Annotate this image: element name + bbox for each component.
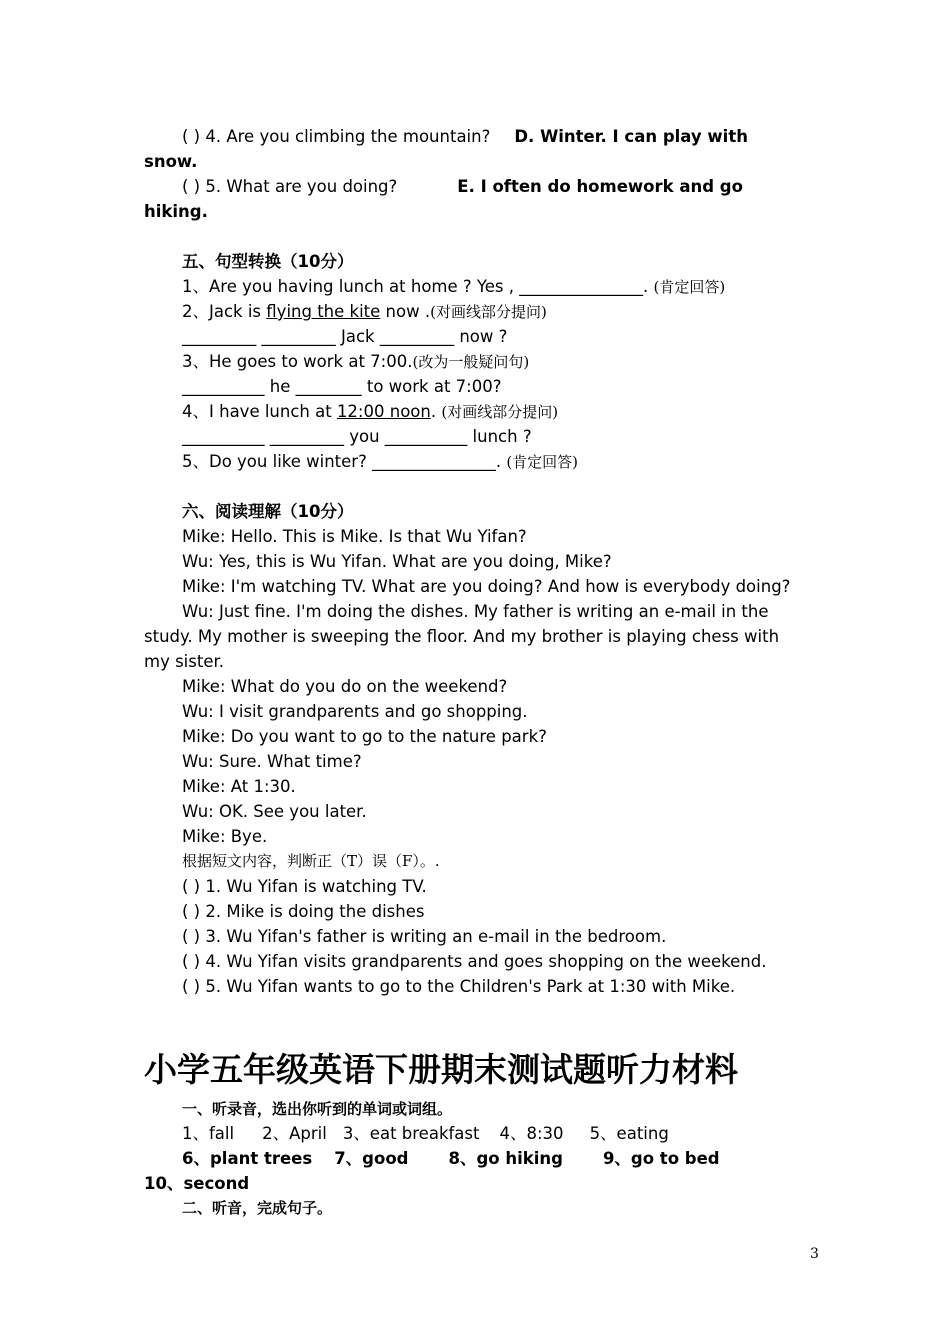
dialogue-line: Mike: Hello. This is Mike. Is that Wu Yifan? bbox=[182, 527, 527, 546]
dialogue-line: Wu: I visit grandparents and go shopping. bbox=[182, 702, 528, 721]
section5-item-4: 4、I have lunch at 12:00 noon. (对画线部分提问) bbox=[182, 402, 559, 421]
listening-row1: 1、fall 2、April 3、eat breakfast 4、8:30 5、eating bbox=[182, 1124, 669, 1143]
dialogue-line: Mike: Do you want to go to the nature park? bbox=[182, 727, 547, 746]
listening-row3: 10、second bbox=[144, 1174, 250, 1193]
dialogue-line: my sister. bbox=[144, 652, 224, 671]
section5-item-2: 2、Jack is flying the kite now .(对画线部分提问) bbox=[182, 302, 547, 321]
tf-statement: ( ) 4. Wu Yifan visits grandparents and goes shopping on the weekend. bbox=[182, 952, 767, 971]
dialogue-line: Mike: Bye. bbox=[182, 827, 268, 846]
dialogue-line: Mike: I'm watching TV. What are you doing? And how is everybody doing? bbox=[182, 577, 791, 596]
tf-instruction: 根据短文内容，判断正（T）误（F）。. bbox=[182, 852, 440, 870]
tf-statement: ( ) 3. Wu Yifan's father is writing an e-mail in the bedroom. bbox=[182, 927, 667, 946]
section5-item-3: 3、He goes to work at 7:00.(改为一般疑问句) bbox=[182, 352, 530, 371]
dialogue-line: Wu: Sure. What time? bbox=[182, 752, 362, 771]
dialogue-line: study. My mother is sweeping the floor. And my brother is playing chess with bbox=[144, 627, 780, 646]
section6-heading: 六、阅读理解（10分） bbox=[182, 502, 354, 521]
section5-heading: 五、句型转换（10分） bbox=[182, 252, 354, 271]
section5-item-3-answer: __________ he ________ to work at 7:00? bbox=[182, 377, 502, 396]
section5-item-5: 5、Do you like winter? _______________. (肯定回答) bbox=[182, 452, 579, 471]
dialogue-line: Mike: What do you do on the weekend? bbox=[182, 677, 508, 696]
tf-statement: ( ) 1. Wu Yifan is watching TV. bbox=[182, 877, 427, 896]
matching-q5: ( ) 5. What are you doing? E. I often do homework and go bbox=[182, 177, 743, 196]
listening-part1-heading: 一、听录音，选出你听到的单词或词组。 bbox=[182, 1100, 453, 1118]
dialogue-line: Wu: OK. See you later. bbox=[182, 802, 367, 821]
listening-part2-heading: 二、听音，完成句子。 bbox=[182, 1199, 333, 1217]
tf-statement: ( ) 5. Wu Yifan wants to go to the Children's Park at 1:30 with Mike. bbox=[182, 977, 736, 996]
matching-q4-cont: snow. bbox=[144, 152, 198, 171]
dialogue-line: Wu: Just fine. I'm doing the dishes. My father is writing an e-mail in the bbox=[182, 602, 769, 621]
dialogue-line: Wu: Yes, this is Wu Yifan. What are you doing, Mike? bbox=[182, 552, 612, 571]
tf-statement: ( ) 2. Mike is doing the dishes bbox=[182, 902, 425, 921]
section5-item-1: 1、Are you having lunch at home ? Yes , _______________. (肯定回答) bbox=[182, 277, 726, 296]
dialogue-line: Mike: At 1:30. bbox=[182, 777, 296, 796]
page-number: 3 bbox=[810, 1246, 819, 1262]
listening-title: 小学五年级英语下册期末测试题听力材料 bbox=[144, 1050, 738, 1089]
matching-q5-cont: hiking. bbox=[144, 202, 208, 221]
section5-item-4-answer: __________ _________ you __________ lunch ? bbox=[182, 427, 532, 446]
listening-row2: 6、plant trees 7、good 8、go hiking 9、go to bed bbox=[182, 1149, 720, 1168]
matching-q4: ( ) 4. Are you climbing the mountain? D. Winter. I can play with bbox=[182, 127, 748, 146]
section5-item-2-answer: _________ _________ Jack _________ now ? bbox=[182, 327, 508, 346]
